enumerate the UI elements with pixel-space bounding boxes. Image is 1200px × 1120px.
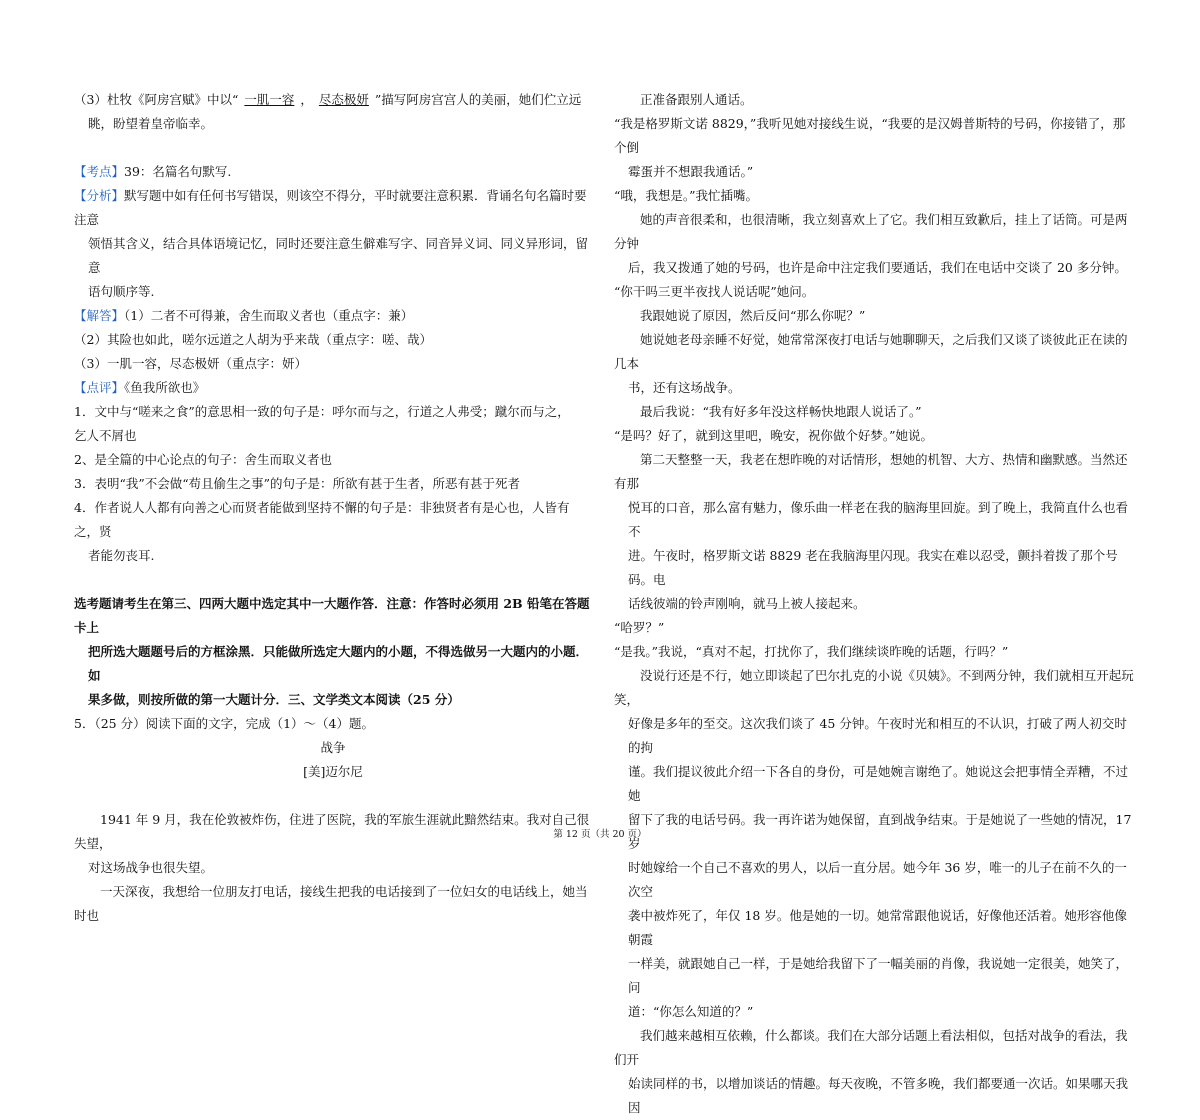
paragraph-1-cont: 对这场战争也很失望。 [88, 860, 214, 875]
instruction-line-3: 果多做，则按所做的第一大题计分．三、文学类文本阅读（25 分） [88, 692, 460, 707]
text-line: 后，我又拨通了她的号码，也许是命中注定我们要通话，我们在电话中交谈了 20 多分钟。 [628, 260, 1127, 275]
text-line: 时她嫁给一个自己不喜欢的男人，以后一直分居。她今年 36 岁，唯一的儿子在前不久的一次空 [628, 860, 1127, 899]
text-line: 留下了我的电话号码。我一再许诺为她保留，直到战争结束。于是她说了一些她的情况，17 岁 [628, 812, 1132, 851]
fenxi-line-3: 语句顺序等. [88, 284, 155, 299]
right-column [614, 88, 1134, 1120]
instruction-line-2: 把所选大题题号后的方框涂黑．只能做所选定大题内的小题，不得选做另一大题内的小题．如 [88, 644, 589, 683]
dianping-tag: 【点评】 [74, 380, 125, 395]
text-line: 最后我说：“我有好多年没这样畅快地跟人说话了。” [640, 404, 922, 419]
fenxi [74, 184, 592, 232]
kaodian [74, 160, 592, 184]
fenxi-text: 默写题中如有任何书写错误，则该空不得分，平时就要注意积累．背诵名句名篇时要注意 [74, 188, 587, 227]
instruction-line-1: 选考题请考生在第三、四两大题中选定其中一大题作答．注意：作答时必须用 2B 铅笔在答题卡上 [74, 596, 590, 635]
text-line: 没说行还是不行，她立即谈起了巴尔扎克的小说《贝姨》。不到两分钟，我们就相互开起玩笑， [614, 668, 1134, 707]
jieda-line-1: （1）二者不可得兼，舍生而取义者也（重点字：兼） [124, 308, 414, 323]
q3-suffix: ”描写阿房宫宫人的美丽，她们伫立远 [374, 92, 582, 107]
text-line: 她的声音很柔和，也很清晰，我立刻喜欢上了它。我们相互致歉后，挂上了话筒。可是两分钟 [614, 212, 1128, 251]
text-line: 正准备跟别人通话。 [640, 92, 753, 107]
page-footer: 第 12 页（共 20 页） [553, 829, 647, 840]
list-item-2: 2、是全篇的中心论点的句子：舍生而取义者也 [74, 452, 332, 467]
text-line: 话线彼端的铃声刚响，就马上被人接起来。 [628, 596, 866, 611]
jieda-tag: 【解答】 [74, 308, 125, 323]
text-line: 好像是多年的至交。这次我们谈了 45 分钟。午夜时光和相互的不认识，打破了两人初交时的拘 [628, 716, 1127, 755]
q3-blank-2: 尽态极妍 [318, 92, 369, 107]
text-line: “是吗？好了，就到这里吧，晚安，祝你做个好梦。”她说。 [614, 428, 934, 443]
text-line: 进。午夜时，格罗斯文诺 8829 老在我脑海里闪现。我实在难以忍受，颤抖着拨了那个号码。电 [628, 548, 1118, 587]
text-line: 我跟她说了原因，然后反问“那么你呢？” [640, 308, 866, 323]
text-line: 始读同样的书，以增加谈话的情趣。每天夜晚，不管多晚，我们都要通一次话。如果哪天我因 [628, 1076, 1129, 1115]
text-line: 袭中被炸死了，年仅 18 岁。他是她的一切。她常常跟他说话，好像他还活着。她形容他像朝霞 [628, 908, 1127, 947]
story-author: [美]迈尔尼 [303, 764, 363, 779]
q3-line [74, 88, 592, 112]
q3-blank-1: 一肌一容 [244, 92, 295, 107]
dianping [74, 376, 592, 400]
text-line: 她说她老母亲睡不好觉，她常常深夜打电话与她聊聊天，之后我们又谈了谈彼此正在读的几本 [614, 332, 1128, 371]
text-line: 悦耳的口音，那么富有魅力，像乐曲一样老在我的脑海里回旋。到了晚上，我简直什么也看不 [628, 500, 1129, 539]
fenxi-tag: 【分析】 [74, 188, 125, 203]
dianping-text: 《鱼我所欲也》 [124, 380, 206, 395]
text-line: “你干吗三更半夜找人说话呢”她问。 [614, 284, 815, 299]
left-column [74, 88, 592, 928]
text-line: 第二天整整一天，我老在想昨晚的对话情形，想她的机智、大方、热情和幽默感。当然还有那 [614, 452, 1128, 491]
text-line: “哈罗？” [614, 620, 665, 635]
text-line: “哦，我想是。”我忙插嘴。 [614, 188, 759, 203]
list-item-3: 3．表明“我”不会做“苟且偷生之事”的句子是：所欲有甚于生者，所恶有甚于死者 [74, 476, 521, 491]
text-line: 道：“你怎么知道的？” [628, 1004, 754, 1019]
paragraph-1: 1941 年 9 月，我在伦敦被炸伤，住进了医院，我的军旅生涯就此黯然结束。我对自己很失望， [74, 812, 590, 851]
question-5: 5．（25 分）阅读下面的文字，完成（1）～（4）题。 [74, 716, 374, 731]
kaodian-text: 39：名篇名句默写. [124, 164, 232, 179]
list-item-1-cont: 乞人不屑也 [74, 428, 137, 443]
list-item-1: 1．文中与“嗟来之食”的意思相一致的句子是：呼尔而与之，行道之人弗受；蹴尔而与之， [74, 404, 570, 419]
text-line: 一样美，就跟她自己一样，于是她给我留下了一幅美丽的肖像，我说她一定很美，她笑了，问 [628, 956, 1129, 995]
jieda-line-3: （3）一肌一容，尽态极妍（重点字：妍） [74, 356, 307, 371]
jieda-line-2: （2）其险也如此，嗟尔远道之人胡为乎来哉（重点字：嗟、哉） [74, 332, 432, 347]
jieda [74, 304, 592, 328]
list-item-4-cont: 者能勿丧耳. [88, 548, 155, 563]
kaodian-tag: 【考点】 [74, 164, 125, 179]
text-line: “我是格罗斯文诺 8829，”我听见她对接线生说，“我要的是汉姆普斯特的号码，你接错了，那个倒 [614, 116, 1126, 155]
q3-line-2: 眺，盼望着皇帝临幸。 [88, 116, 214, 131]
text-line: 霉蛋并不想跟我通话。” [628, 164, 754, 179]
list-item-4: 4．作者说人人都有向善之心而贤者能做到坚持不懈的句子是：非独贤者有是心也，人皆有之，贤 [74, 500, 570, 539]
text-line: 我们越来越相互依赖，什么都谈。我们在大部分话题上看法相似，包括对战争的看法，我们开 [614, 1028, 1128, 1067]
q3-prefix: （3）杜牧《阿房宫赋》中以“ [74, 92, 239, 107]
story-title: 战争 [320, 740, 346, 755]
q3-comma: ， [300, 92, 313, 107]
text-line: “是我。”我说，“真对不起，打扰你了，我们继续谈昨晚的话题，行吗？” [614, 644, 1009, 659]
fenxi-line-2: 领悟其含义，结合具体语境记忆，同时还要注意生僻难写字、同音异义词、同义异形词，留意 [88, 236, 589, 275]
paragraph-2: 一天深夜，我想给一位朋友打电话，接线生把我的电话接到了一位妇女的电话线上，她当时也 [74, 884, 588, 923]
text-line: 书，还有这场战争。 [628, 380, 741, 395]
text-line: 谨。我们提议彼此介绍一下各自的身份，可是她婉言谢绝了。她说这会把事情全弄糟，不过她 [628, 764, 1129, 803]
